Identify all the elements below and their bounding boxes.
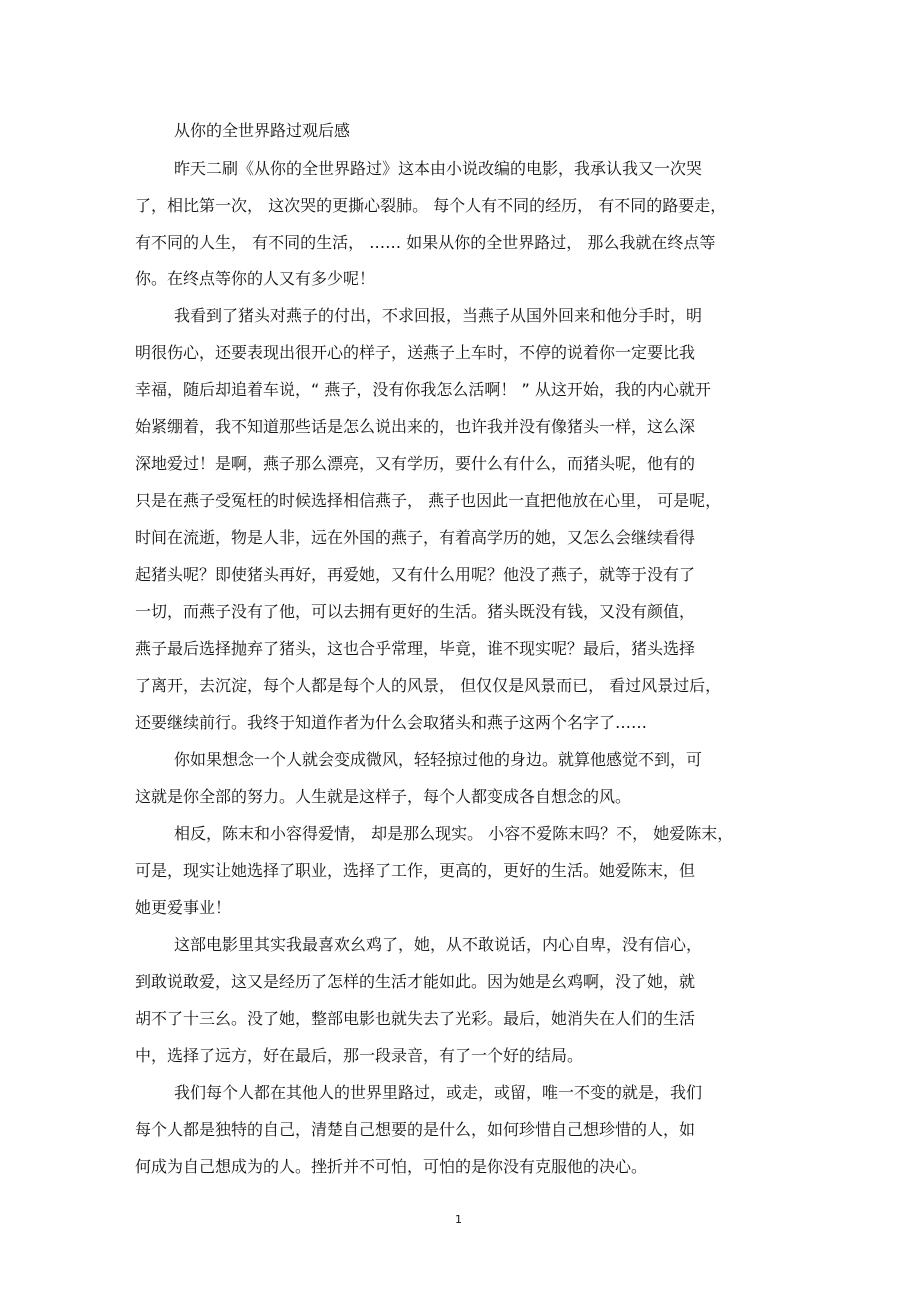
text-line: 这就是你全部的努力。人生就是这样子，每个人都变成各自想念的风。 (135, 787, 632, 806)
text-line: 可是，现实让她选择了职业，选择了工作，更高的，更好的生活。她爱陈末，但 (135, 861, 696, 880)
text-line: 时间在流逝，物是人非，远在外国的燕子，有着高学历的她，又怎么会继续看得 (135, 528, 696, 547)
text-line: 你。在终点等你的人又有多少呢！ (135, 269, 376, 288)
text-line: 何成为自己想成为的人。挫折并不可怕，可怕的是你没有克服他的决心。 (135, 1157, 648, 1176)
text-line: 有不同的人生， 有不同的生活， …… 如果从你的全世界路过， 那么我就在终点等 (135, 233, 716, 252)
text-line: 我们每个人都在其他人的世界里路过，或走，或留，唯一不变的就是，我们 (174, 1083, 703, 1102)
text-line: 一切，而燕子没有了他，可以去拥有更好的生活。猪头既没有钱，又没有颜值， (135, 602, 696, 621)
text-line: 燕子最后选择抛弃了猪头，这也合乎常理，毕竟，谁不现实呢？最后，猪头选择 (135, 639, 696, 658)
text-line: 相反，陈末和小容得爱情， 却是那么现实。 小容不爱陈末吗？不， 她爱陈末， (174, 824, 734, 843)
text-line: 她更爱事业！ (135, 898, 232, 917)
text-line: 中，选择了远方，好在最后，那一段录音，有了一个好的结局。 (135, 1046, 584, 1065)
text-line: 每个人都是独特的自己，清楚自己想要的是什么，如何珍惜自己想珍惜的人，如 (135, 1120, 696, 1139)
text-line: 昨天二刷《从你的全世界路过》这本由小说改编的电影，我承认我又一次哭 (174, 159, 703, 178)
text-line: 你如果想念一个人就会变成微风，轻轻掠过他的身边。就算他感觉不到，可 (174, 750, 703, 769)
text-line: 起猪头呢？即使猪头再好，再爱她，又有什么用呢？他没了燕子，就等于没有了 (135, 565, 696, 584)
text-line: 到敢说敢爱，这又是经历了怎样的生活才能如此。因为她是幺鸡啊，没了她，就 (135, 972, 696, 991)
document-title: 从你的全世界路过观后感 (174, 121, 351, 140)
page-number: 1 (455, 1213, 462, 1226)
text-line: 深地爱过！是啊，燕子那么漂亮，又有学历，要什么有什么，而猪头呢，他有的 (135, 454, 696, 473)
text-line: 了，相比第一次， 这次哭的更撕心裂肺。 每个人有不同的经历， 有不同的路要走， (135, 196, 727, 215)
text-line: 幸福，随后却追着车说，“ 燕子，没有你我怎么活啊！ ” 从这开始，我的内心就开 (135, 380, 711, 399)
text-line: 了离开，去沉淀，每个人都是每个人的风景， 但仅仅是风景而已， 看过风景过后， (135, 676, 722, 695)
text-line: 始紧绷着，我不知道那些话是怎么说出来的，也许我并没有像猪头一样，这么深 (135, 417, 696, 436)
text-line: 还要继续前行。我终于知道作者为什么会取猪头和燕子这两个名字了…… (135, 713, 648, 732)
text-line: 胡不了十三幺。没了她，整部电影也就失去了光彩。最后，她消失在人们的生活 (135, 1009, 696, 1028)
text-line: 这部电影里其实我最喜欢幺鸡了，她，从不敢说话，内心自卑，没有信心， (174, 935, 703, 954)
text-line: 只是在燕子受冤枉的时候选择相信燕子， 燕子也因此一直把他放在心里， 可是呢， (135, 491, 722, 510)
text-line: 明很伤心，还要表现出很开心的样子，送燕子上车时，不停的说着你一定要比我 (135, 343, 696, 362)
text-line: 我看到了猪头对燕子的付出，不求回报，当燕子从国外回来和他分手时，明 (174, 306, 703, 325)
